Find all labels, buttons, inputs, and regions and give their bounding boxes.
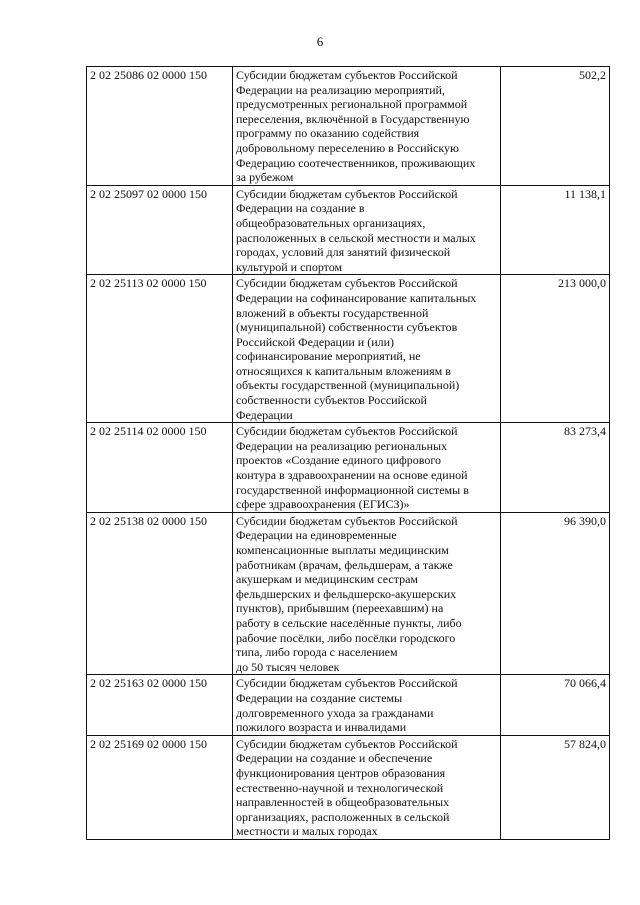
description-line: относящихся к капитальным вложениям в — [236, 363, 451, 378]
description-line: Федерации на реализацию мероприятий, — [236, 82, 445, 97]
description-line: акушеркам и медицинским сестрам — [236, 572, 419, 587]
budget-code-cell: 2 02 25138 02 0000 150 — [87, 512, 233, 675]
table-row — [87, 675, 610, 735]
table-row — [87, 735, 610, 839]
budget-code-cell: 2 02 25163 02 0000 150 — [87, 675, 233, 735]
description-line: государственной информационной системы в — [236, 482, 469, 497]
description-line: контура в здравоохранении на основе единой — [236, 468, 468, 483]
description-line: Федерации на создание и обеспечение — [236, 751, 433, 766]
description-line: Федерацию соотечественников, проживающих — [236, 155, 476, 170]
description-line: переселения, включённой в Государственную — [236, 111, 470, 126]
description-line: фельдшерских и фельдшерско-акушерских — [236, 586, 457, 601]
description-line: до 50 тысяч человек — [236, 659, 340, 674]
description-line: работникам (врачам, фельдшерам, а также — [236, 557, 453, 572]
description-line: программу по оказанию содействия — [236, 126, 420, 141]
description-line: Федерации на софинансирование капитальных — [236, 290, 477, 305]
description-line: вложений в объекты государственной — [236, 305, 429, 320]
budget-code-cell: 2 02 25086 02 0000 150 — [87, 67, 233, 186]
description-line: расположенных в сельской местности и малых — [236, 230, 476, 245]
description-line: городах, условий для занятий физической — [236, 245, 451, 260]
table-row — [87, 275, 610, 423]
description-line: Федерации на реализацию региональных — [236, 438, 448, 453]
budget-code-cell: 2 02 25169 02 0000 150 — [87, 735, 233, 839]
description-line: типа, либо города с населением — [236, 645, 398, 660]
description-line: Федерации на создание системы — [236, 690, 403, 705]
description-line: (муниципальной) собственности субъектов — [236, 320, 458, 335]
description-line: Федерации — [236, 407, 293, 422]
amount-cell: 213 000,0 — [501, 275, 610, 423]
description-line: проектов «Создание единого цифрового — [236, 453, 442, 468]
budget-table — [86, 66, 610, 840]
budget-code-cell: 2 02 25113 02 0000 150 — [87, 275, 233, 423]
description-line: направленностей в общеобразовательных — [236, 795, 450, 810]
description-line: Субсидии бюджетам субъектов Российской — [236, 68, 458, 82]
table-row — [87, 423, 610, 513]
table-body — [87, 67, 610, 840]
description-line: Субсидии бюджетам субъектов Российской — [236, 276, 458, 291]
amount-cell: 57 824,0 — [501, 735, 610, 839]
description-line: софинансирование мероприятий, не — [236, 349, 421, 364]
description-line: функционирования центров образования — [236, 765, 446, 780]
table-row — [87, 512, 610, 675]
description-cell — [233, 67, 501, 186]
description-line: Субсидии бюджетам субъектов Российской — [236, 424, 458, 439]
amount-cell: 96 390,0 — [501, 512, 610, 675]
description-line: объекты государственной (муниципальной) — [236, 378, 460, 393]
description-cell — [233, 423, 501, 513]
description-line: добровольному переселению в Российскую — [236, 140, 459, 155]
table-row — [87, 185, 610, 275]
budget-code-cell: 2 02 25097 02 0000 150 — [87, 185, 233, 275]
description-cell — [233, 735, 501, 839]
description-cell — [233, 512, 501, 675]
description-line: пожилого возраста и инвалидами — [236, 720, 407, 735]
description-line: работу в сельские населённые пункты, либо — [236, 615, 462, 630]
description-line: рабочие посёлки, либо посёлки городского — [236, 630, 456, 645]
description-line: за рубежом — [236, 170, 294, 185]
description-line: Федерации на создание в — [236, 201, 365, 216]
description-line: Субсидии бюджетам субъектов Российской — [236, 676, 458, 691]
description-line: сфере здравоохранения (ЕГИСЗ)» — [236, 497, 410, 512]
description-cell — [233, 185, 501, 275]
table-row — [87, 67, 610, 186]
description-line: пунктов), прибывшим (переехавшим) на — [236, 601, 444, 616]
amount-cell: 83 273,4 — [501, 423, 610, 513]
description-line: собственности субъектов Российской — [236, 393, 427, 408]
budget-code-cell: 2 02 25114 02 0000 150 — [87, 423, 233, 513]
description-line: общеобразовательных организациях, — [236, 215, 426, 230]
description-line: Субсидии бюджетам субъектов Российской — [236, 736, 458, 751]
description-line: организациях, расположенных в сельской — [236, 809, 450, 824]
page-number: 6 — [316, 34, 324, 49]
description-line: местности и малых городах — [236, 824, 378, 839]
description-line: естественно-научной и технологической — [236, 780, 444, 795]
description-line: культурой и спортом — [236, 259, 343, 274]
description-cell — [233, 675, 501, 735]
amount-cell: 70 066,4 — [501, 675, 610, 735]
amount-cell: 11 138,1 — [501, 185, 610, 275]
description-line: Федерации на единовременные — [236, 528, 397, 543]
description-line: Субсидии бюджетам субъектов Российской — [236, 186, 458, 201]
description-line: предусмотренных региональной программой — [236, 97, 468, 112]
description-line: компенсационные выплаты медицинским — [236, 543, 449, 557]
description-line: долговременного ухода за гражданами — [236, 705, 434, 720]
description-line: Российской Федерации и (или) — [236, 334, 395, 349]
description-cell — [233, 275, 501, 423]
amount-cell: 502,2 — [501, 67, 610, 186]
description-line: Субсидии бюджетам субъектов Российской — [236, 513, 458, 528]
